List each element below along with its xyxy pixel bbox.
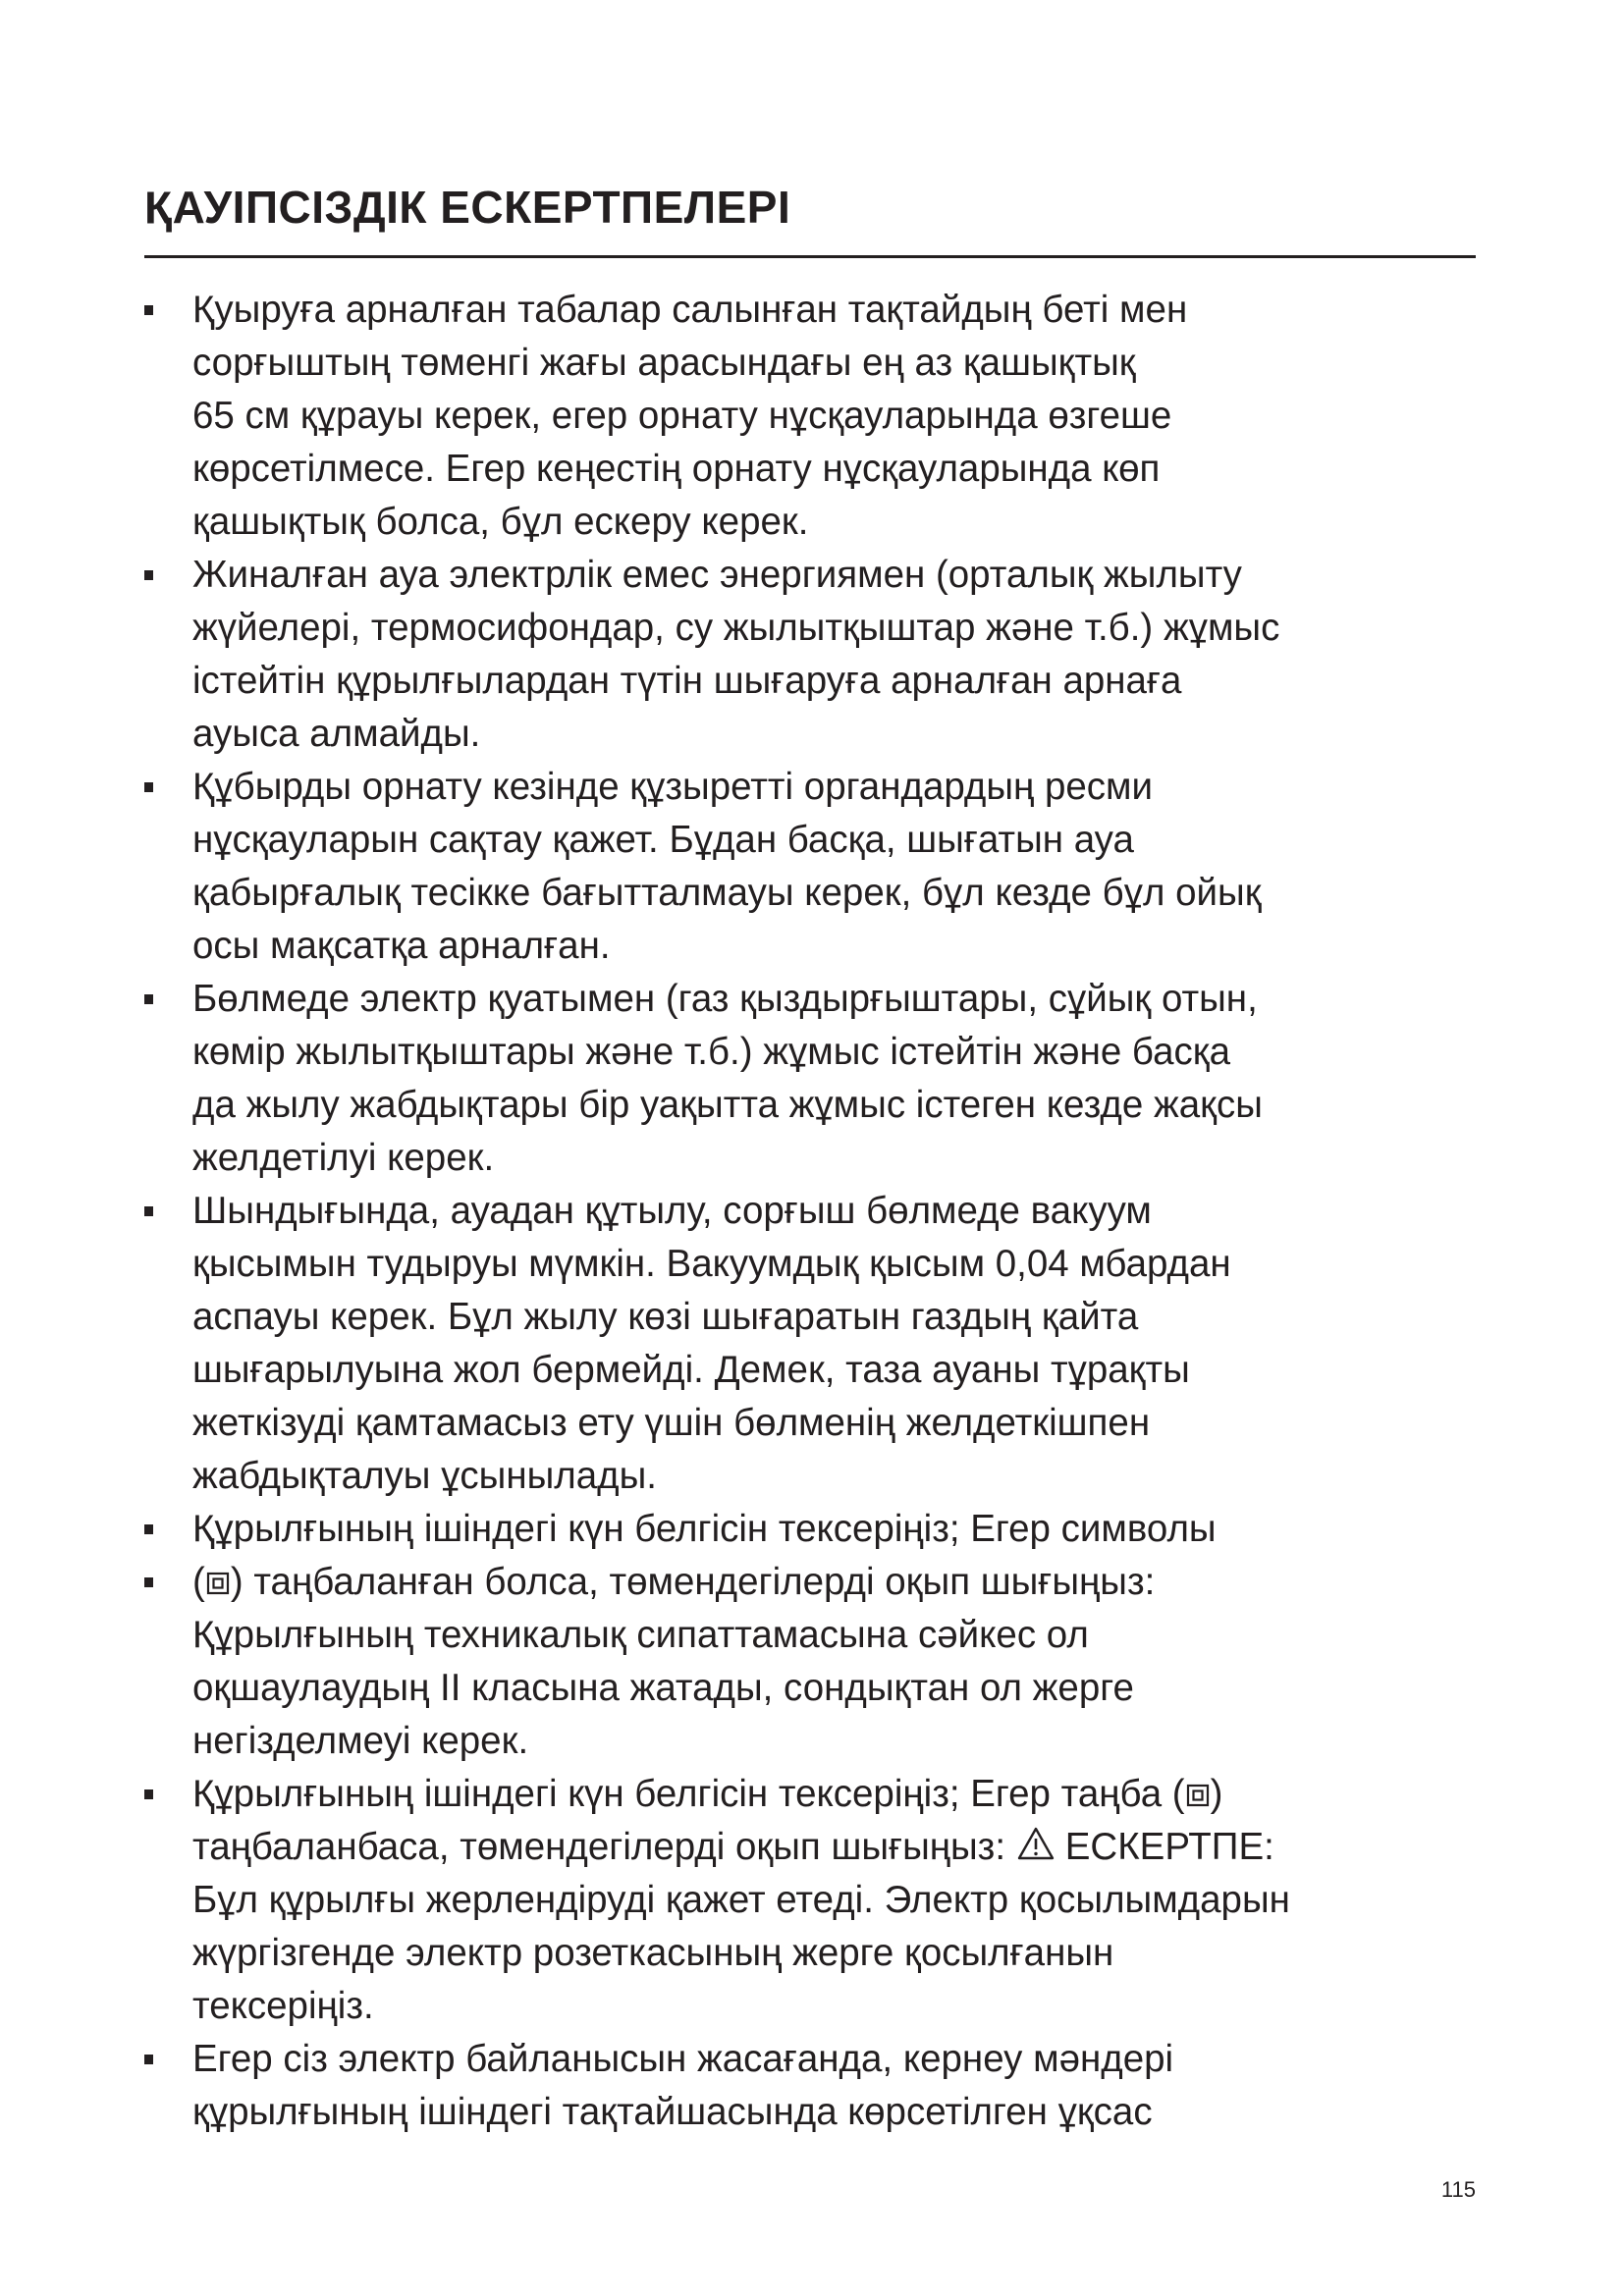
bullet-icon xyxy=(144,570,153,580)
text-line: оқшаулаудың II класына жатады, сондықтан ол жерге xyxy=(192,1667,1134,1709)
list-item xyxy=(144,1503,1489,1556)
safety-warnings-list xyxy=(144,284,1489,2139)
text-line: осы мақсатқа арналған. xyxy=(192,925,611,967)
page-title: ҚАУІПСІЗДІК ЕСКЕРТПЕЛЕРІ xyxy=(144,182,791,233)
text-line: Бұл құрылғы жерлендіруді қажет етеді. Электр қосылымдарын xyxy=(192,1879,1290,1921)
bullet-icon xyxy=(144,994,153,1004)
list-item xyxy=(144,761,1489,973)
warning-label: ЕСКЕРТПЕ: xyxy=(1064,1826,1274,1868)
text-fragment: Құрылғының ішіндегі күн белгісін тексеріңіз; Егер таңба ( xyxy=(192,1773,1185,1815)
list-item xyxy=(144,2033,1489,2139)
list-item xyxy=(144,549,1489,761)
text-line: істейтін құрылғылардан түтін шығаруға арналған арнаға xyxy=(192,660,1182,702)
text-line: жабдықталуы ұсынылады. xyxy=(192,1455,657,1497)
text-line: шығарылуына жол бермейді. Демек, таза ауаны тұрақты xyxy=(192,1349,1190,1391)
list-item xyxy=(144,284,1489,549)
warning-triangle-icon xyxy=(1016,1826,1056,1861)
text-line: 65 см құрауы керек, егер орнату нұсқауларында өзгеше xyxy=(192,395,1172,437)
bullet-icon xyxy=(144,1577,153,1587)
text-line: Шындығында, ауадан құтылу, сорғыш бөлмеде вакуум xyxy=(192,1190,1152,1232)
list-item xyxy=(144,1185,1489,1503)
text-line: нұсқауларын сақтау қажет. Бұдан басқа, шығатын ауа xyxy=(192,819,1134,861)
text-line: қысымын тудыруы мүмкін. Вакуумдық қысым 0,04 мбардан xyxy=(192,1243,1231,1285)
text-line: жеткізуді қамтамасыз ету үшін бөлменің желдеткішпен xyxy=(192,1402,1151,1444)
text-fragment: ) таңбаланған болса, төмендегілерді оқып шығыңыз: xyxy=(230,1561,1156,1603)
text-line: құрылғының ішіндегі тақтайшасында көрсетілген ұқсас xyxy=(192,2091,1153,2133)
text-line: жүйелері, термосифондар, су жылытқыштар және т.б.) жұмыс xyxy=(192,607,1280,649)
text-line: Егер сіз электр байланысын жасағанда, кернеу мәндері xyxy=(192,2038,1174,2080)
text-fragment: таңбаланбаса, төмендегілерді оқып шығыңыз: xyxy=(192,1826,1016,1868)
text-line: тексеріңіз. xyxy=(192,1985,374,2027)
text-line: Құбырды орнату кезінде құзыретті органдардың ресми xyxy=(192,766,1154,808)
text-line xyxy=(192,1821,1489,1874)
text-line: сорғыштың төменгі жағы арасындағы ең аз қашықтық xyxy=(192,342,1136,384)
text-line: көмір жылытқыштары және т.б.) жұмыс істейтін және басқа xyxy=(192,1031,1231,1073)
bullet-icon xyxy=(144,782,153,792)
text-line: жүргізгенде электр розеткасының жерге қосылғанын xyxy=(192,1932,1114,1974)
text-line: аспауы керек. Бұл жылу көзі шығаратын газдың қайта xyxy=(192,1296,1139,1338)
list-item xyxy=(144,1556,1489,1768)
list-item xyxy=(144,1768,1489,2033)
text-line: Құрылғының техникалық сипаттамасына сәйкес ол xyxy=(192,1614,1089,1656)
bullet-icon xyxy=(144,1789,153,1799)
text-line: қашықтық болса, бұл ескеру керек. xyxy=(192,501,809,543)
list-item xyxy=(144,973,1489,1185)
double-insulation-class-ii-icon xyxy=(205,1570,231,1597)
text-line: Құрылғының ішіндегі күн белгісін тексеріңіз; Егер таңба ( ) xyxy=(192,1773,1223,1815)
text-line: Құрылғының ішіндегі күн белгісін тексеріңіз; Егер символы xyxy=(192,1508,1217,1550)
text-line: Бөлмеде электр қуатымен (газ қыздырғыштары, сұйық отын, xyxy=(192,978,1258,1020)
text-line: желдетілуі керек. xyxy=(192,1137,495,1179)
text-line: ( ) таңбаланған болса, төмендегілерді оқып шығыңыз: xyxy=(192,1561,1156,1603)
title-underline xyxy=(144,255,1476,258)
text-line: да жылу жабдықтары бір уақытта жұмыс істеген кезде жақсы xyxy=(192,1084,1263,1126)
text-line: қабырғалық тесікке бағытталмауы керек, бұл кезде бұл ойық xyxy=(192,872,1262,914)
text-line: ауыса алмайды. xyxy=(192,713,481,755)
bullet-icon xyxy=(144,1206,153,1216)
text-line: Жиналған ауа электрлік емес энергиямен (орталық жылыту xyxy=(192,554,1242,596)
bullet-icon xyxy=(144,1524,153,1534)
page-number: 115 xyxy=(1440,2177,1476,2202)
text-line: көрсетілмесе. Егер кеңестің орнату нұсқауларында көп xyxy=(192,448,1161,490)
text-line: негізделмеуі керек. xyxy=(192,1720,529,1762)
bullet-icon xyxy=(144,305,153,315)
double-insulation-class-ii-icon xyxy=(1185,1782,1211,1809)
text-line: Қуыруға арналған табалар салынған тақтайдың беті мен xyxy=(192,289,1188,331)
bullet-icon xyxy=(144,2055,153,2064)
